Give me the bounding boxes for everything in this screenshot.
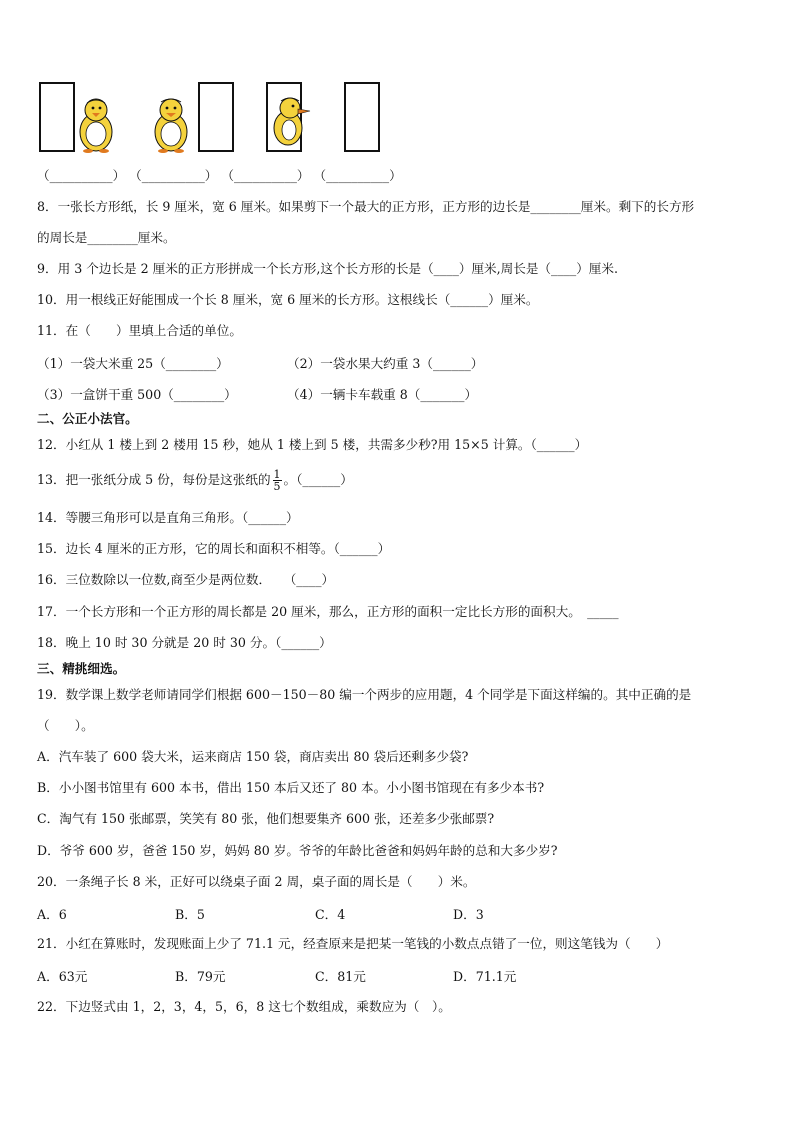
question-13-blank: 。（______） (283, 472, 353, 487)
duck-icon (150, 96, 192, 154)
section-2-heading: 二、公正小法官。 (37, 411, 138, 426)
question-11-item-1: （1）一袋大米重 25（________） (37, 356, 229, 371)
question-20-option-b[interactable]: B．5 (175, 907, 205, 922)
answer-blank[interactable]: （__________） (37, 168, 126, 183)
question-19-line-1: 19．数学课上数学老师请同学们根据 600－150－80 编一个两步的应用题，4 个同学是下面这样编的。其中正确的是 (37, 687, 692, 702)
question-21-option-d[interactable]: D．71.1元 (453, 969, 517, 984)
question-13-text: 13．把一张纸分成 5 份，每份是这张纸的 (37, 472, 271, 487)
question-20-option-d[interactable]: D．3 (453, 907, 484, 922)
door-rectangle-2 (198, 82, 234, 152)
answer-blank[interactable]: （__________） (129, 168, 218, 183)
question-19-option-a[interactable]: A．汽车装了 600 袋大米，运来商店 150 袋，商店卖出 80 袋后还剩多少袋? (37, 749, 469, 764)
question-21-option-c[interactable]: C．81元 (315, 969, 366, 984)
question-16: 16．三位数除以一位数,商至少是两位数． （____） (37, 572, 335, 587)
ducks-and-doors-figure (37, 78, 417, 158)
question-20: 20．一条绳子长 8 米，正好可以绕桌子面 2 周，桌子面的周长是（ ）米。 (37, 874, 476, 889)
question-8-line-2: 的周长是________厘米。 (37, 230, 176, 245)
door-rectangle-4 (344, 82, 380, 152)
question-19-option-b[interactable]: B．小小图书馆里有 600 本书，借出 150 本后又还了 80 本。小小图书馆现在有多少本书? (37, 780, 545, 795)
duck-icon (75, 96, 117, 154)
question-20-option-c[interactable]: C．4 (315, 907, 346, 922)
question-11-item-3: （3）一盒饼干重 500（________） (37, 387, 237, 402)
question-20-option-a[interactable]: A．6 (37, 907, 67, 922)
question-11: 11．在（ ）里填上合适的单位。 (37, 323, 242, 338)
question-21: 21．小红在算账时，发现账面上少了 71.1 元，经查原来是把某一笔钱的小数点点错了一位，则这笔钱为（ ） (37, 936, 669, 951)
question-19-line-2: （ ）。 (37, 718, 94, 733)
answer-blank[interactable]: （__________） (221, 168, 310, 183)
question-12: 12．小红从 1 楼上到 2 楼用 15 秒，她从 1 楼上到 5 楼，共需多少秒?用 15×5 计算。（______） (37, 437, 588, 452)
fraction-one-fifth (273, 469, 282, 492)
question-14: 14．等腰三角形可以是直角三角形。（______） (37, 510, 299, 525)
question-11-item-4: （4）一辆卡车载重 8（_______） (287, 387, 478, 402)
answer-blank[interactable]: （__________） (313, 168, 402, 183)
section-3-heading: 三、精挑细选。 (37, 661, 126, 676)
question-18: 18．晚上 10 时 30 分就是 20 时 30 分。（______） (37, 635, 332, 650)
question-8-line-1: 8．一张长方形纸，长 9 厘米，宽 6 厘米。如果剪下一个最大的正方形，正方形的边长是________厘米。剩下的长方形 (37, 199, 695, 214)
question-17: 17．一个长方形和一个正方形的周长都是 20 厘米，那么，正方形的面积一定比长方形的面积大。 _____ (37, 604, 619, 619)
door-rectangle-1 (39, 82, 75, 152)
fraction-numerator: 1 (273, 468, 281, 481)
question-9: 9．用 3 个边长是 2 厘米的正方形拼成一个长方形,这个长方形的长是（____）厘米,周长是（____）厘米. (37, 261, 618, 276)
fraction-denominator: 5 (273, 480, 281, 493)
question-21-option-a[interactable]: A．63元 (37, 969, 88, 984)
question-13 (37, 468, 353, 492)
question-10: 10．用一根线正好能围成一个长 8 厘米，宽 6 厘米的长方形。这根线长（______）厘米。 (37, 292, 539, 307)
duck-icon (270, 96, 312, 148)
question-19-option-c[interactable]: C．淘气有 150 张邮票，笑笑有 80 张，他们想要集齐 600 张，还差多少张邮票? (37, 811, 495, 826)
question-15: 15．边长 4 厘米的正方形，它的周长和面积不相等。（______） (37, 541, 391, 556)
question-21-option-b[interactable]: B．79元 (175, 969, 226, 984)
figure-answer-blanks (37, 165, 402, 184)
question-19-option-d[interactable]: D．爷爷 600 岁，爸爸 150 岁，妈妈 80 岁。爷爷的年龄比爸爸和妈妈年龄的总和大多少岁? (37, 843, 558, 858)
question-22: 22．下边竖式由 1，2，3，4，5，6，8 这七个数组成，乘数应为（ ）。 (37, 999, 451, 1014)
question-11-item-2: （2）一袋水果大约重 3（______） (287, 356, 484, 371)
